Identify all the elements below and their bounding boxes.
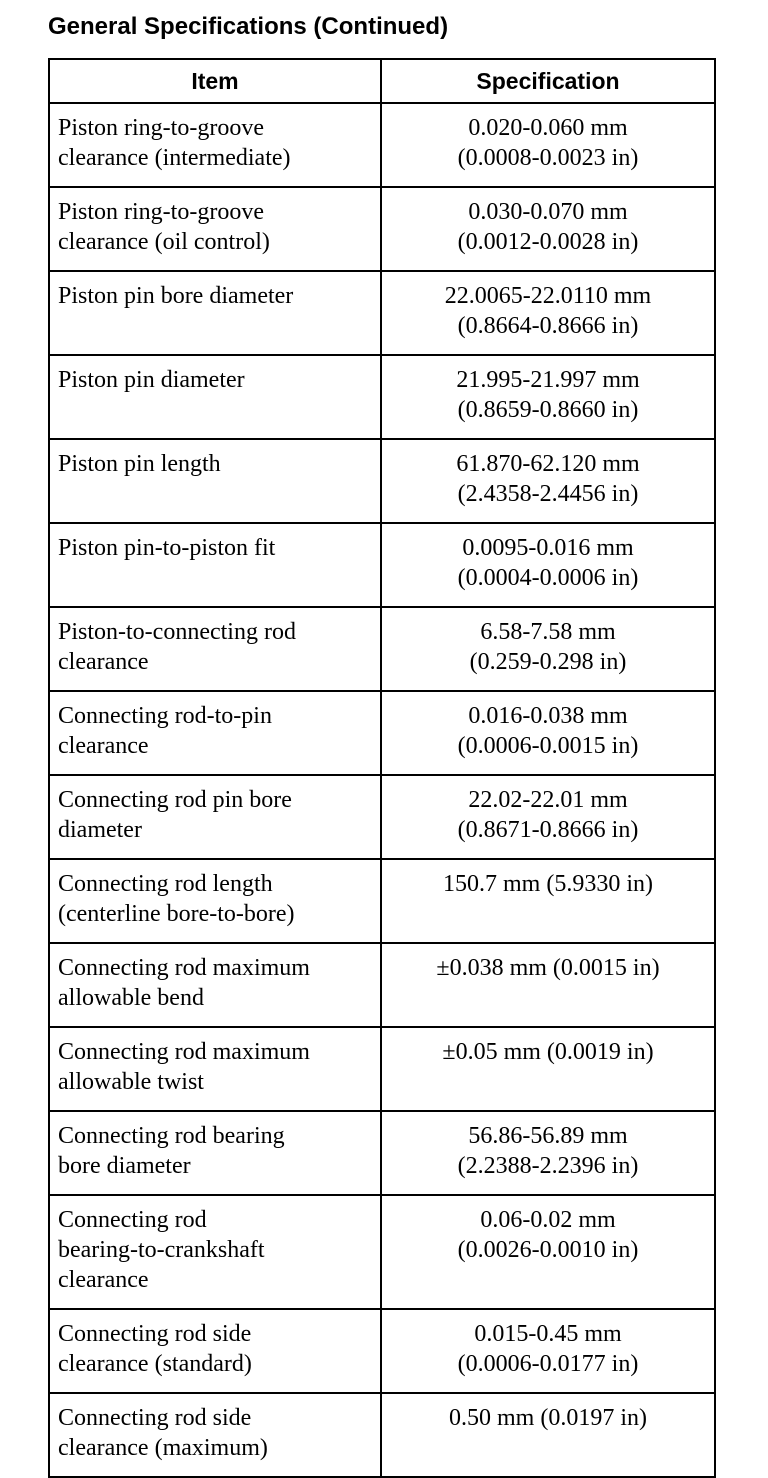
specification-text: (0.0026-0.0010 in) [457,1237,639,1263]
item-text: (centerline bore-to-bore) [58,901,295,927]
item-cell [49,439,381,523]
item-text: clearance (standard) [58,1351,252,1377]
item-text: Piston pin diameter [58,367,245,393]
item-text: bore diameter [58,1153,191,1179]
item-cell [49,691,381,775]
item-text: diameter [58,817,142,843]
item-text: Piston ring-to-groove [58,115,264,141]
table-row [49,859,715,943]
item-text: Connecting rod [58,1207,207,1233]
specification-cell [381,1309,715,1393]
item-cell [49,1111,381,1195]
specification-text: (0.259-0.298 in) [469,649,627,675]
item-text: clearance (oil control) [58,229,270,255]
specification-text: (2.4358-2.4456 in) [457,481,639,507]
item-cell [49,187,381,271]
item-cell [49,775,381,859]
table-header-row [49,59,715,103]
item-cell [49,355,381,439]
specification-cell [381,1195,715,1309]
item-cell [49,271,381,355]
item-text: Connecting rod pin bore [58,787,292,813]
specification-cell [381,1027,715,1111]
specification-cell [381,355,715,439]
item-text: clearance (maximum) [58,1435,268,1461]
item-cell [49,1309,381,1393]
item-text: Connecting rod maximum [58,955,310,981]
item-text: Connecting rod-to-pin [58,703,272,729]
item-text: allowable bend [58,985,204,1011]
specification-text: (0.8664-0.8666 in) [457,313,639,339]
specification-text: (0.0008-0.0023 in) [457,145,639,171]
item-text: bearing-to-crankshaft [58,1237,265,1263]
item-text: Connecting rod maximum [58,1039,310,1065]
table-body [49,103,715,1477]
specification-text: (0.0006-0.0177 in) [457,1351,639,1377]
specification-text: (0.0012-0.0028 in) [457,229,639,255]
specification-text: 22.02-22.01 mm [468,787,628,813]
specification-cell [381,523,715,607]
specification-text: 0.0095-0.016 mm [462,535,634,561]
specification-cell [381,943,715,1027]
item-cell [49,1195,381,1309]
table-row [49,523,715,607]
item-text: Piston pin length [58,451,221,477]
item-text: clearance [58,1267,149,1293]
table-row [49,1309,715,1393]
table-row [49,1111,715,1195]
specification-text: 150.7 mm (5.9330 in) [443,871,653,897]
specification-text: 0.50 mm (0.0197 in) [449,1405,647,1431]
item-cell [49,1393,381,1477]
item-text: clearance [58,733,149,759]
specification-cell [381,1111,715,1195]
specification-cell [381,187,715,271]
table-row [49,1027,715,1111]
table-row [49,691,715,775]
item-text: Connecting rod length [58,871,273,897]
item-text: clearance [58,649,149,675]
specifications-table [48,58,716,1478]
item-cell [49,523,381,607]
specification-cell [381,439,715,523]
specification-cell [381,103,715,187]
specification-cell [381,607,715,691]
table-row [49,1195,715,1309]
table-row [49,187,715,271]
specification-cell [381,859,715,943]
item-cell [49,859,381,943]
item-text: Connecting rod side [58,1405,252,1431]
specification-text: 22.0065-22.0110 mm [444,283,652,309]
specification-text: 0.06-0.02 mm [480,1207,616,1233]
specification-text: 61.870-62.120 mm [456,451,640,477]
item-text: Piston pin-to-piston fit [58,535,276,561]
item-cell [49,607,381,691]
specification-text: 0.020-0.060 mm [468,115,628,141]
page-title: General Specifications (Continued) [48,13,449,40]
specification-text: ±0.05 mm (0.0019 in) [442,1039,654,1065]
item-text: Piston-to-connecting rod [58,619,296,645]
specification-text: ±0.038 mm (0.0015 in) [436,955,660,981]
specification-text: 56.86-56.89 mm [468,1123,628,1149]
specification-text: 0.016-0.038 mm [468,703,628,729]
specification-cell [381,775,715,859]
specification-text: 0.015-0.45 mm [474,1321,622,1347]
specification-text: (0.0006-0.0015 in) [457,733,639,759]
item-text: allowable twist [58,1069,204,1095]
specification-cell [381,1393,715,1477]
specification-cell [381,691,715,775]
specification-text: 0.030-0.070 mm [468,199,628,225]
item-cell [49,103,381,187]
table-row [49,271,715,355]
table-row [49,355,715,439]
specification-text: (0.8659-0.8660 in) [457,397,639,423]
table-row [49,607,715,691]
item-cell [49,943,381,1027]
table-row [49,439,715,523]
specification-text: (2.2388-2.2396 in) [457,1153,639,1179]
specification-cell [381,271,715,355]
item-text: clearance (intermediate) [58,145,291,171]
item-text: Piston ring-to-groove [58,199,264,225]
table-row [49,103,715,187]
item-text: Connecting rod side [58,1321,252,1347]
item-text: Connecting rod bearing [58,1123,285,1149]
specification-text: (0.0004-0.0006 in) [457,565,639,591]
specification-text: 21.995-21.997 mm [456,367,640,393]
specification-text: (0.8671-0.8666 in) [457,817,639,843]
item-text: Piston pin bore diameter [58,283,294,309]
table-row [49,1393,715,1477]
table-row [49,943,715,1027]
column-header-item: Item [49,59,381,103]
specification-text: 6.58-7.58 mm [480,619,616,645]
item-cell [49,1027,381,1111]
column-header-specification: Specification [381,59,715,103]
table-row [49,775,715,859]
